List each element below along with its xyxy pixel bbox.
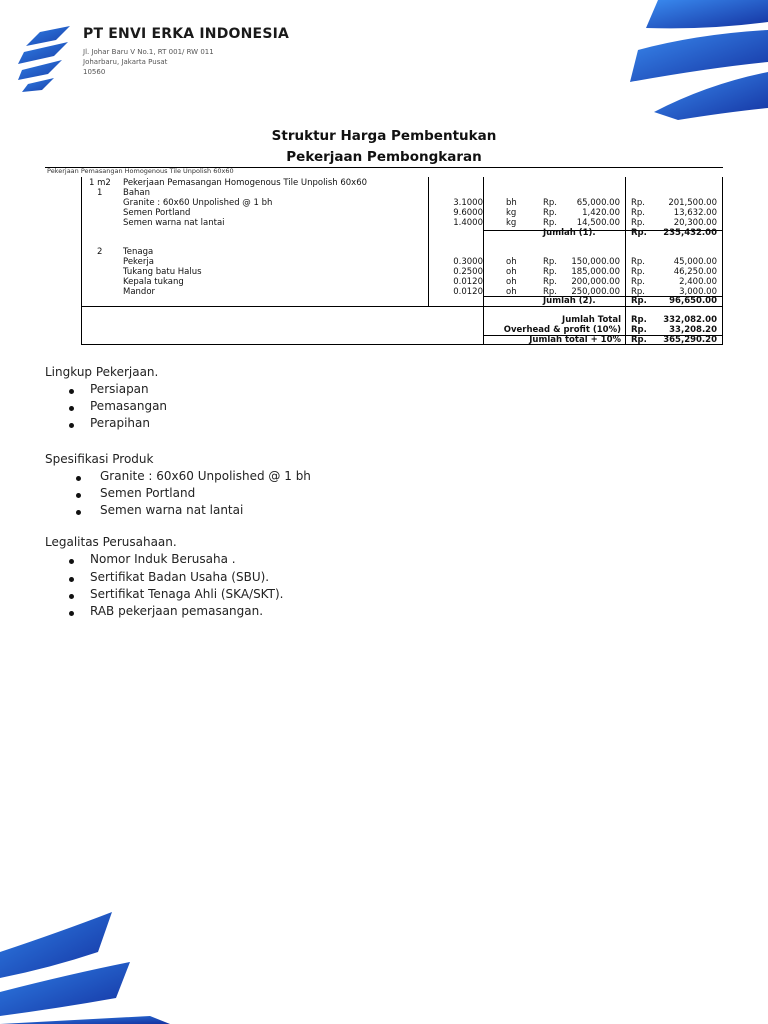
bullet-icon: [69, 406, 74, 411]
list-item-text: Sertifikat Badan Usaha (SBU).: [90, 570, 270, 584]
bullet-icon: [76, 476, 81, 481]
summary-label: Overhead & profit (10%): [503, 325, 621, 335]
row-rp: Rp.: [543, 267, 558, 277]
row-price: 1,420.00: [582, 208, 620, 218]
row-unit: oh: [506, 287, 517, 297]
row-coef: 0.0120: [453, 287, 483, 297]
unit-label: 1 m2: [89, 178, 111, 188]
list-item-text: Perapihan: [90, 416, 150, 430]
address-line-1: Jl. Johar Baru V No.1, RT 001/ RW 011: [83, 48, 214, 56]
group-name: Tenaga: [123, 247, 154, 257]
row-unit: kg: [506, 218, 517, 228]
section-heading-legal: Legalitas Perusahaan.: [45, 535, 177, 549]
row-unit: oh: [506, 277, 517, 287]
row-desc: Pekerja: [123, 257, 154, 267]
bullet-icon: [69, 559, 74, 564]
row-price: 250,000.00: [571, 287, 620, 297]
row-coef: 9.6000: [453, 208, 483, 218]
bullet-icon: [76, 510, 81, 515]
document-subtitle: Pekerjaan Pembongkaran: [286, 149, 482, 165]
table-bottom-rule: [81, 344, 723, 345]
subtotal-label: Jumlah (2).: [543, 296, 596, 306]
row-desc: Mandor: [123, 287, 156, 297]
bullet-icon: [69, 577, 74, 582]
summary-value: 365,290.20: [663, 335, 717, 345]
col-divider-3: [625, 177, 626, 345]
row-total: 46,250.00: [673, 267, 717, 277]
row-price: 65,000.00: [576, 198, 620, 208]
row-total: 2,400.00: [679, 277, 717, 287]
row-rp: Rp.: [543, 287, 558, 297]
subtotal-label: Jumlah (1).: [543, 228, 596, 238]
row-rp: Rp.: [631, 198, 646, 208]
rule-summary-top: [81, 306, 723, 307]
row-total: 201,500.00: [668, 198, 717, 208]
bullet-icon: [69, 423, 74, 428]
subtotal-value: 235,432.00: [663, 228, 717, 238]
table-right-border: [722, 177, 723, 345]
row-rp: Rp.: [631, 257, 646, 267]
row-unit: bh: [506, 198, 517, 208]
summary-label: Jumlah Total: [562, 315, 621, 325]
row-rp: Rp.: [631, 277, 646, 287]
table-left-border: [81, 177, 82, 345]
row-total: 13,632.00: [673, 208, 717, 218]
row-unit: kg: [506, 208, 517, 218]
row-rp: Rp.: [631, 267, 646, 277]
col-divider-2: [483, 177, 484, 345]
row-unit: oh: [506, 267, 517, 277]
row-rp: Rp.: [543, 277, 558, 287]
row-unit: oh: [506, 257, 517, 267]
row-price: 200,000.00: [571, 277, 620, 287]
summary-rp: Rp.: [631, 315, 647, 325]
address-line-2: Joharbaru, Jakarta Pusat: [83, 58, 168, 66]
summary-label: Jumlah total + 10%: [529, 335, 621, 345]
price-table: [45, 167, 723, 347]
row-rp: Rp.: [631, 218, 646, 228]
list-item-text: Sertifikat Tenaga Ahli (SKA/SKT).: [90, 587, 284, 601]
row-desc: Granite : 60x60 Unpolished @ 1 bh: [123, 198, 273, 208]
list-item-text: Pemasangan: [90, 399, 168, 413]
decorative-stripes-top-right: [618, 0, 768, 120]
row-desc: Semen Portland: [123, 208, 191, 218]
summary-value: 332,082.00: [663, 315, 717, 325]
row-rp: Rp.: [543, 198, 558, 208]
row-rp: Rp.: [631, 287, 646, 297]
summary-rp: Rp.: [631, 325, 647, 335]
group-number: 1: [97, 188, 103, 198]
row-rp: Rp.: [543, 208, 558, 218]
address-line-3: 10560: [83, 68, 106, 76]
subtotal-rp: Rp.: [631, 296, 647, 306]
list-item-text: Semen Portland: [100, 486, 196, 500]
row-price: 185,000.00: [571, 267, 620, 277]
bullet-icon: [76, 493, 81, 498]
row-total: 20,300.00: [673, 218, 717, 228]
summary-value: 33,208.20: [669, 325, 717, 335]
list-item-text: RAB pekerjaan pemasangan.: [90, 604, 264, 618]
bullet-icon: [69, 594, 74, 599]
row-rp: Rp.: [543, 218, 558, 228]
list-item-text: Persiapan: [90, 382, 149, 396]
company-logo: [18, 26, 78, 92]
row-price: 150,000.00: [571, 257, 620, 267]
col-divider-1: [428, 177, 429, 307]
row-desc: Semen warna nat lantai: [123, 218, 225, 228]
group-number: 2: [97, 247, 103, 257]
row-coef: 3.1000: [453, 198, 483, 208]
document-title: Struktur Harga Pembentukan: [271, 128, 497, 144]
subtotal-value: 96,650.00: [669, 296, 717, 306]
decorative-stripes-bottom-left: [0, 912, 170, 1024]
row-coef: 1.4000: [453, 218, 483, 228]
row-desc: Tukang batu Halus: [123, 267, 202, 277]
row-rp: Rp.: [543, 257, 558, 267]
row-rp: Rp.: [631, 208, 646, 218]
bullet-icon: [69, 389, 74, 394]
row-coef: 0.2500: [453, 267, 483, 277]
row-desc: Kepala tukang: [123, 277, 184, 287]
list-item-text: Semen warna nat lantai: [100, 503, 244, 517]
row-total: 45,000.00: [673, 257, 717, 267]
summary-rp: Rp.: [631, 335, 647, 345]
section-heading-spec: Spesifikasi Produk: [45, 452, 154, 466]
row-price: 14,500.00: [576, 218, 620, 228]
company-name: PT ENVI ERKA INDONESIA: [83, 26, 290, 42]
table-caption: Pekerjaan Pemasangan Homogenous Tile Unpolish 60x60: [47, 167, 234, 175]
subtotal-rp: Rp.: [631, 228, 647, 238]
bullet-icon: [69, 611, 74, 616]
item-title: Pekerjaan Pemasangan Homogenous Tile Unpolish 60x60: [123, 178, 368, 188]
row-coef: 0.3000: [453, 257, 483, 267]
section-heading-scope: Lingkup Pekerjaan.: [45, 365, 159, 379]
row-coef: 0.0120: [453, 277, 483, 287]
list-item-text: Nomor Induk Berusaha .: [90, 552, 236, 566]
group-name: Bahan: [123, 188, 151, 198]
list-item-text: Granite : 60x60 Unpolished @ 1 bh: [100, 469, 311, 483]
row-total: 3,000.00: [679, 287, 717, 297]
